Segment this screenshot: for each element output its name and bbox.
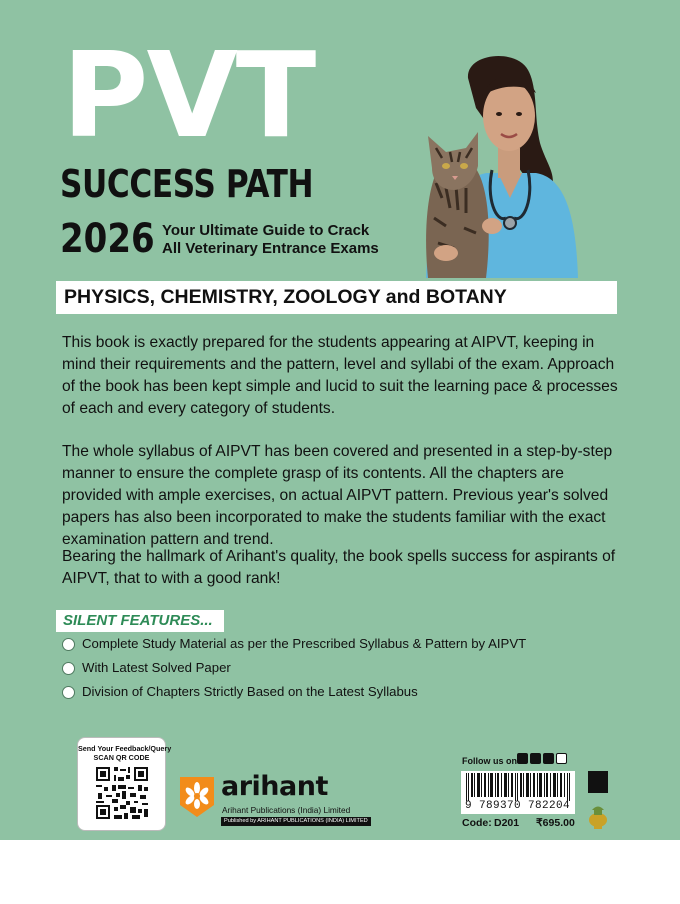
- features-heading: [56, 610, 224, 632]
- vet-with-cat-photo: [406, 48, 586, 278]
- twitter-icon[interactable]: [530, 753, 541, 764]
- facebook-icon[interactable]: [517, 753, 528, 764]
- feature-label: Complete Study Material as per the Prescribed Syllabus & Pattern by AIPVT: [82, 636, 527, 651]
- published-by-strip: Published by ARIHANT PUBLICATIONS (INDIA) LIMITED: [221, 817, 371, 826]
- isbn-number: 9 789370 782204: [465, 800, 571, 812]
- gear-icon: [62, 686, 75, 699]
- cover-subtitle: SUCCESS PATH: [60, 162, 314, 206]
- subjects-banner: [56, 281, 617, 314]
- tagline-line-1: Your Ultimate Guide to Crack: [162, 222, 370, 239]
- barcode-box: [461, 771, 575, 814]
- description-paragraph-3: Bearing the hallmark of Arihant's quality, the book spells success for aspirants of AIPVT, that to with a good rank!: [62, 548, 616, 587]
- code-value: D201: [494, 817, 520, 829]
- barcode-icon: [466, 773, 570, 801]
- scan-qr-text: SCAN QR CODE: [93, 753, 150, 762]
- youtube-icon[interactable]: [543, 753, 554, 764]
- feature-label: With Latest Solved Paper: [82, 660, 231, 675]
- tagline-line-2: All Veterinary Entrance Exams: [162, 240, 379, 257]
- publisher-brand: arihant: [221, 771, 328, 802]
- follow-us-label: Follow us on: [462, 756, 517, 766]
- publisher-name: Arihant Publications (India) Limited: [222, 805, 351, 815]
- qr-code-icon[interactable]: [94, 765, 150, 821]
- kalash-icon: [587, 805, 609, 829]
- book-icon: [62, 638, 75, 651]
- features-heading-text: SILENT FEATURES...: [63, 612, 213, 629]
- code-label: Code:: [462, 817, 492, 829]
- feedback-qr-box: [77, 737, 172, 831]
- cover-title: PVT: [62, 26, 315, 164]
- subjects-text: PHYSICS, CHEMISTRY, ZOOLOGY and BOTANY: [64, 286, 507, 308]
- publisher-emblem-icon: [588, 771, 608, 793]
- description-paragraph-2: The whole syllabus of AIPVT has been covered and presented in a step-by-step manner to ensure the complete grasp of its contents. All the chapters are provided with ample exercises, on actual AIPVT pattern. Previous year's solved papers has also been incorporated to make the students familiar with the exact examination pattern and trend.: [62, 443, 613, 548]
- instagram-icon[interactable]: [556, 753, 567, 764]
- feedback-text: Send Your Feedback/Query: [78, 744, 172, 753]
- arihant-logo-icon: [180, 777, 214, 817]
- bulb-icon: [62, 662, 75, 675]
- price: ₹695.00: [536, 817, 575, 829]
- cover-year: 2026: [60, 216, 155, 262]
- cover-tagline: [162, 222, 379, 258]
- feature-label: Division of Chapters Strictly Based on the Latest Syllabus: [82, 684, 418, 699]
- description-paragraph-1: This book is exactly prepared for the students appearing at AIPVT, keeping in mind their requirements and the pattern, level and syllabi of the exam. Approach of the book has been kept simple and lucid to suit the learning pace & processes of each and every category of students.: [62, 334, 618, 417]
